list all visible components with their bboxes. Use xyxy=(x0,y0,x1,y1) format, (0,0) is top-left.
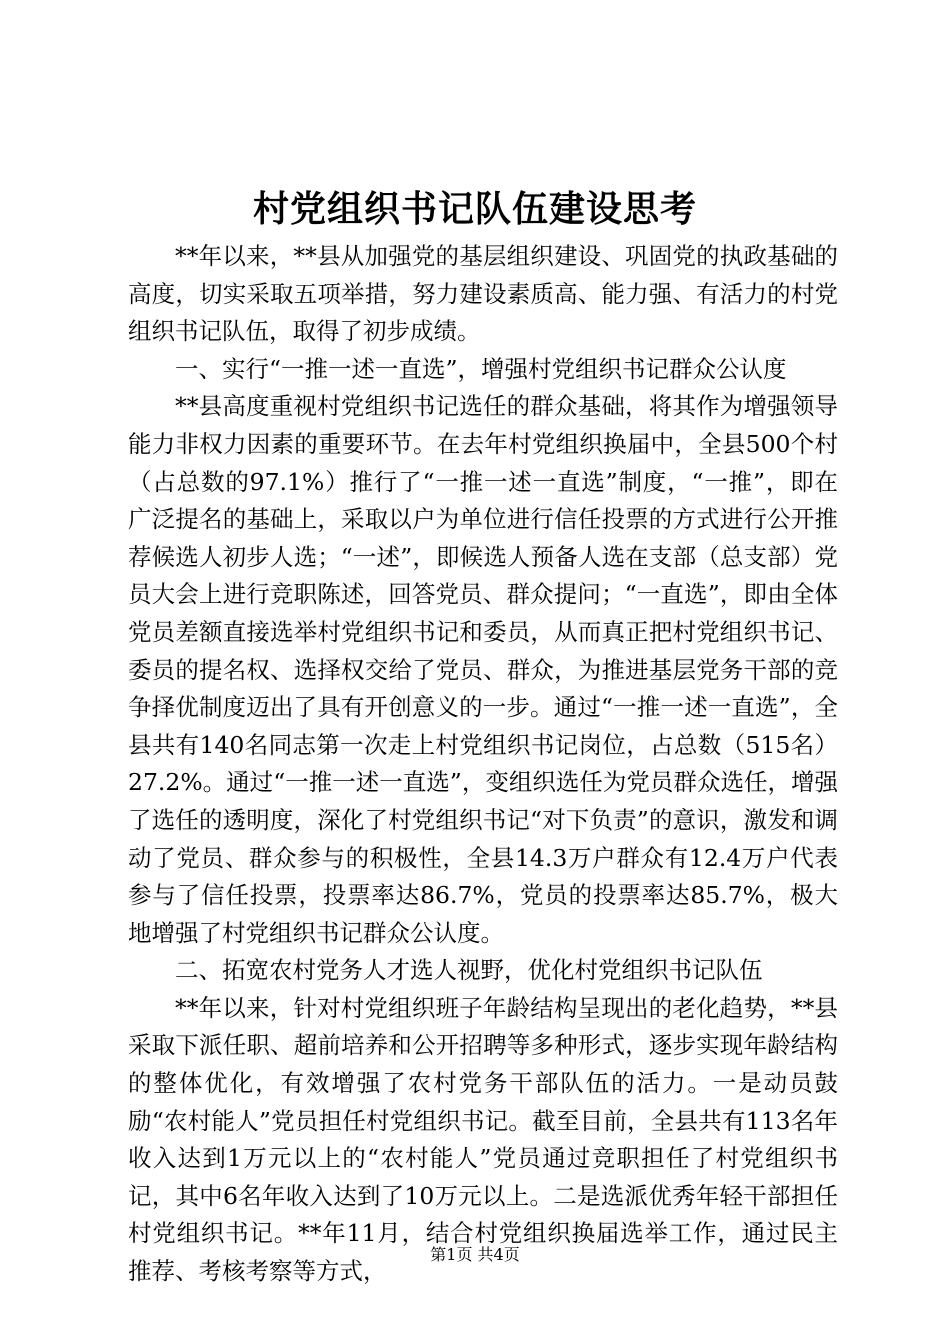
paragraph-intro: **年以来，**县从加强党的基层组织建设、巩固党的执政基础的高度，切实采取五项举措，努力建设素质高、能力强、有活力的村党组织书记队伍，取得了初步成绩。 xyxy=(128,242,838,346)
document-title: 村党组织书记队伍建设思考 xyxy=(252,188,697,230)
document-body xyxy=(128,238,838,1291)
paragraph-section-2: **年以来，针对村党组织班子年龄结构呈现出的老化趋势，**县采取下派任职、超前培养和公开招聘等多种形式，逐步实现年龄结构的整体优化，有效增强了农村党务干部队伍的活力。一是动员鼓励“农村能人”党员担任村党组织书记。截至目前，全县共有113名年收入达到1万元以上的“农村能人”党员通过竞职担任了村党组织书记，其中6名年收入达到了10万元以上。二是选派优秀年轻干部担任村党组织书记。**年11月，结合村党组织换届选举工作，通过民主推荐、考核考察等方式， xyxy=(128,993,838,1286)
paragraph-section-1: **县高度重视村党组织书记选任的群众基础，将其作为增强领导能力非权力因素的重要环节。在去年村党组织换届中，全县500个村（占总数的97.1%）推行了“一推一述一直选”制度，“一推”，即在广泛提名的基础上，采取以户为单位进行信任投票的方式进行公开推荐候选人初步人选；“一述”，即候选人预备人选在支部（总支部）党员大会上进行竞职陈述，回答党员、群众提问；“一直选”，即由全体党员差额直接选举村党组织书记和委员，从而真正把村党组织书记、委员的提名权、选择权交给了党员、群众，为推进基层党务干部的竞争择优制度迈出了具有开创意义的一步。通过“一推一述一直选”，全县共有140名同志第一次走上村党组织书记岗位，占总数（515名）27.2%。通过“一推一述一直选”，变组织选任为党员群众选任，增强了选任的透明度，深化了村党组织书记“对下负责”的意识，激发和调动了党员、群众参与的积极性，全县14.3万户群众有12.4万户代表参与了信任投票，投票率达86.7%，党员的投票率达85.7%，极大地增强了村党组织书记群众公认度。 xyxy=(128,392,838,947)
section-heading-1: 一、实行“一推一述一直选”，增强村党组织书记群众公认度 xyxy=(175,354,787,383)
page-footer: 第1页 共4页 xyxy=(430,1245,520,1264)
section-heading-2: 二、拓宽农村党务人才选人视野，优化村党组织书记队伍 xyxy=(175,956,763,985)
